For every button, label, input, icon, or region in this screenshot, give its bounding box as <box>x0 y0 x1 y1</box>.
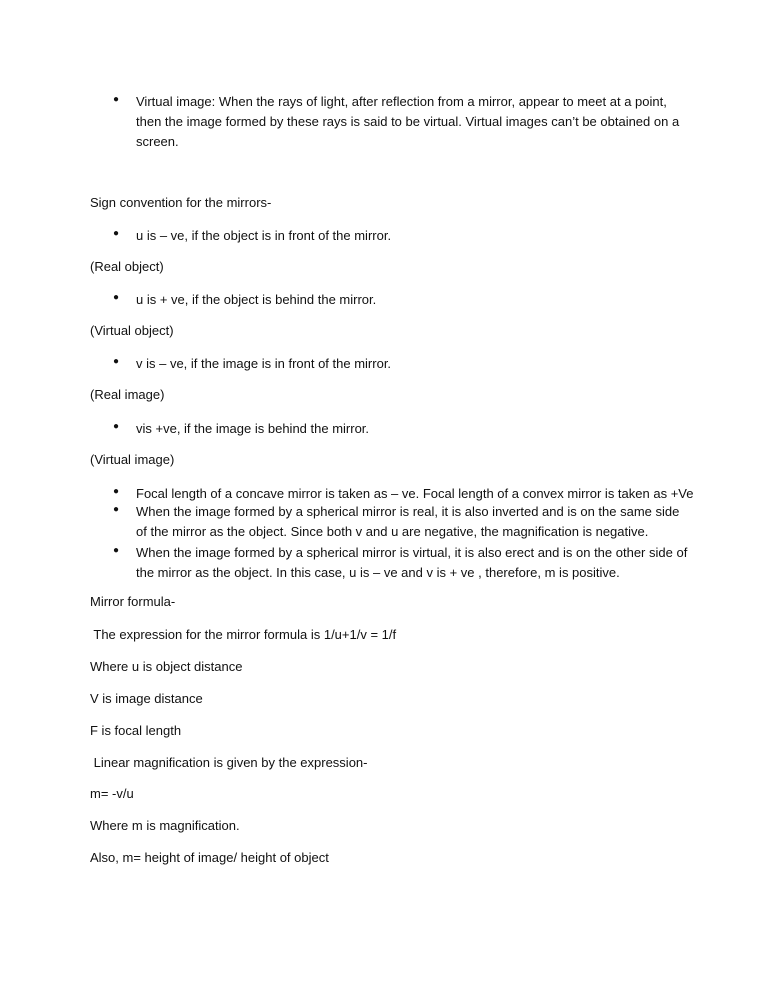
intro-bullet <box>113 92 683 152</box>
sign-label-2: (Virtual object) <box>90 323 174 338</box>
virtual-image-bullet <box>113 543 688 583</box>
real-image-bullet <box>113 502 683 542</box>
sign-rule-text: v is – ve, if the image is in front of the mirror. <box>136 356 392 371</box>
mirror-formula-heading: Mirror formula- <box>90 594 176 609</box>
linear-magnification-line: Linear magnification is given by the expression- <box>90 755 368 770</box>
mirror-formula-expression: The expression for the mirror formula is 1/u+1/v = 1/f <box>90 627 397 642</box>
sign-rule-3 <box>113 354 683 374</box>
virtual-image-line-2: the mirror as the object. In this case, u is – ve and v is + ve , therefore, m is positive. <box>136 565 620 580</box>
m-formula-line: m= -v/u <box>90 786 134 801</box>
virtual-image-line-1: When the image formed by a spherical mirror is virtual, it is also erect and is on the other side of <box>136 545 688 560</box>
v-definition-line: V is image distance <box>90 691 203 706</box>
bullet-icon: ● <box>113 486 120 497</box>
intro-line-1: Virtual image: When the rays of light, after reflection from a mirror, appear to meet at a point, <box>136 94 667 109</box>
focal-length-bullet <box>113 484 694 504</box>
intro-line-3: screen. <box>136 134 179 149</box>
where-u-line: Where u is object distance <box>90 659 243 674</box>
focal-length-line-1: Focal length of a concave mirror is taken as – ve. Focal length of a convex mirror is taken as +Ve <box>136 486 694 501</box>
sign-label-3: (Real image) <box>90 387 165 402</box>
bullet-icon: ● <box>113 421 120 432</box>
bullet-icon: ● <box>113 94 120 105</box>
intro-line-2: then the image formed by these rays is said to be virtual. Virtual images can’t be obtained on a <box>136 114 680 129</box>
real-image-line-1: When the image formed by a spherical mirror is real, it is also inverted and is on the same side <box>136 504 680 519</box>
where-m-line: Where m is magnification. <box>90 818 240 833</box>
sign-convention-heading: Sign convention for the mirrors- <box>90 195 272 210</box>
real-image-line-2: of the mirror as the object. Since both v and u are negative, the magnification is negative. <box>136 524 649 539</box>
sign-label-1: (Real object) <box>90 259 164 274</box>
also-m-line: Also, m= height of image/ height of object <box>90 850 329 865</box>
sign-rule-text: vis +ve, if the image is behind the mirror. <box>136 421 370 436</box>
sign-rule-2 <box>113 290 683 310</box>
bullet-icon: ● <box>113 504 120 515</box>
sign-label-4: (Virtual image) <box>90 452 175 467</box>
sign-rule-text: u is + ve, if the object is behind the mirror. <box>136 292 377 307</box>
bullet-icon: ● <box>113 356 120 367</box>
bullet-icon: ● <box>113 545 120 556</box>
sign-rule-4 <box>113 419 683 439</box>
f-definition-line: F is focal length <box>90 723 182 738</box>
bullet-icon: ● <box>113 292 120 303</box>
sign-rule-text: u is – ve, if the object is in front of the mirror. <box>136 228 392 243</box>
sign-rule-1 <box>113 226 683 246</box>
bullet-icon: ● <box>113 228 120 239</box>
